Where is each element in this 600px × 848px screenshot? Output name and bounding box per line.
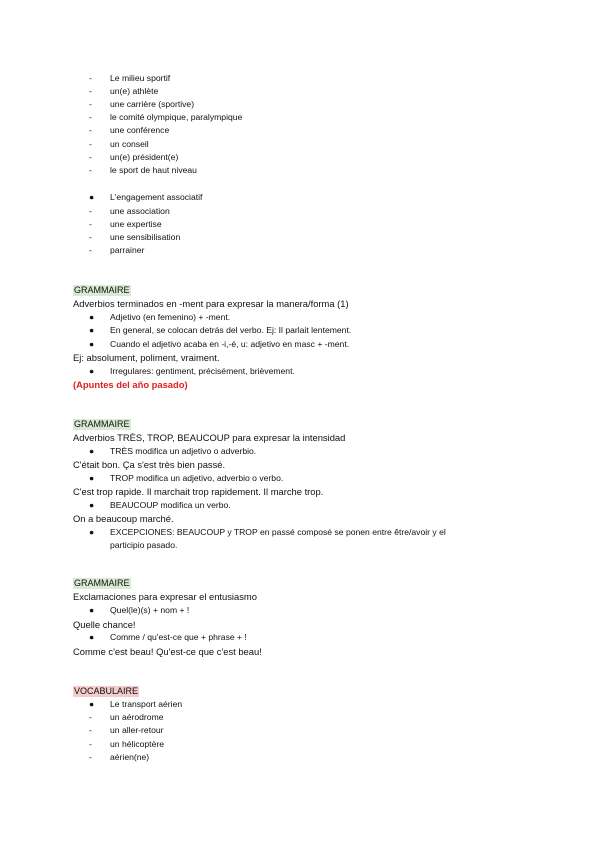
bullet-marker: ● bbox=[89, 325, 95, 335]
list-item-continuation: participio pasado. bbox=[110, 540, 178, 550]
list-item: En general, se colocan detrás del verbo. Ej: Il parlait lentement. bbox=[110, 325, 352, 335]
dash-marker: - bbox=[89, 99, 92, 109]
list-item: Le transport aérien bbox=[110, 699, 183, 709]
example-line: Ej: absolument, poliment, vraiment. bbox=[73, 352, 220, 363]
list-item: Irregulares: gentiment, précisément, brièvement. bbox=[110, 366, 295, 376]
list-item: un aérodrome bbox=[110, 712, 164, 722]
dash-marker: - bbox=[89, 232, 92, 242]
example-line: Quelle chance! bbox=[73, 619, 136, 630]
bullet-marker: ● bbox=[89, 500, 95, 510]
list-item: TROP modifica un adjetivo, adverbio o verbo. bbox=[110, 473, 284, 483]
list-item: un(e) président(e) bbox=[110, 152, 179, 162]
list-item: aérien(ne) bbox=[110, 752, 150, 762]
list-item: Adjetivo (en femenino) + -ment. bbox=[110, 312, 231, 322]
list-item: Le milieu sportif bbox=[110, 73, 171, 83]
section-heading-vocabulaire: VOCABULAIRE bbox=[74, 686, 139, 696]
list-item: le comité olympique, paralympique bbox=[110, 112, 243, 122]
bullet-marker: ● bbox=[89, 527, 95, 537]
dash-marker: - bbox=[89, 165, 92, 175]
list-item: Cuando el adjetivo acaba en -i,-é, u: adjetivo en masc + -ment. bbox=[110, 339, 350, 349]
bullet-marker: ● bbox=[89, 366, 95, 376]
dash-marker: - bbox=[89, 712, 92, 722]
list-item: BEAUCOUP modifica un verbo. bbox=[110, 500, 231, 510]
bullet-marker: ● bbox=[89, 605, 95, 615]
example-line: On a beaucoup marché. bbox=[73, 513, 174, 524]
note-line: (Apuntes del año pasado) bbox=[73, 379, 188, 390]
dash-marker: - bbox=[89, 739, 92, 749]
list-item: Quel(le)(s) + nom + ! bbox=[110, 605, 190, 615]
dash-marker: - bbox=[89, 73, 92, 83]
example-line: Comme c'est beau! Qu'est-ce que c'est beau! bbox=[73, 646, 262, 657]
section-title: Adverbios TRÈS, TROP, BEAUCOUP para expresar la intensidad bbox=[73, 432, 346, 443]
bullet-marker: ● bbox=[89, 192, 95, 202]
list-item: une conférence bbox=[110, 125, 170, 135]
dash-marker: - bbox=[89, 752, 92, 762]
section-heading-grammaire: GRAMMAIRE bbox=[74, 285, 130, 295]
bullet-marker: ● bbox=[89, 446, 95, 456]
list-item: une expertise bbox=[110, 219, 162, 229]
example-line: C'est trop rapide. Il marchait trop rapidement. Il marche trop. bbox=[73, 486, 324, 497]
dash-marker: - bbox=[89, 245, 92, 255]
list-item: un aller-retour bbox=[110, 725, 164, 735]
list-item: L'engagement associatif bbox=[110, 192, 203, 202]
bullet-marker: ● bbox=[89, 339, 95, 349]
list-item: un hélicoptère bbox=[110, 739, 164, 749]
section-title: Adverbios terminados en -ment para expresar la manera/forma (1) bbox=[73, 298, 349, 309]
list-item: une sensibilisation bbox=[110, 232, 181, 242]
dash-marker: - bbox=[89, 152, 92, 162]
dash-marker: - bbox=[89, 219, 92, 229]
list-item: un(e) athlète bbox=[110, 86, 159, 96]
section-title: Exclamaciones para expresar el entusiasmo bbox=[73, 591, 257, 602]
list-item: TRÈS modifica un adjetivo o adverbio. bbox=[110, 446, 257, 456]
dash-marker: - bbox=[89, 86, 92, 96]
list-item: une association bbox=[110, 206, 170, 216]
bullet-marker: ● bbox=[89, 699, 95, 709]
section-heading-grammaire: GRAMMAIRE bbox=[74, 419, 130, 429]
list-item: le sport de haut niveau bbox=[110, 165, 197, 175]
example-line: C'était bon. Ça s'est très bien passé. bbox=[73, 459, 226, 470]
list-item: Comme / qu'est-ce que + phrase + ! bbox=[110, 632, 247, 642]
dash-marker: - bbox=[89, 125, 92, 135]
list-item: un conseil bbox=[110, 139, 149, 149]
list-item: EXCEPCIONES: BEAUCOUP y TROP en passé composé se ponen entre être/avoir y el bbox=[110, 527, 446, 537]
list-item: une carrière (sportive) bbox=[110, 99, 195, 109]
list-item: parrainer bbox=[110, 245, 145, 255]
bullet-marker: ● bbox=[89, 312, 95, 322]
dash-marker: - bbox=[89, 206, 92, 216]
dash-marker: - bbox=[89, 139, 92, 149]
dash-marker: - bbox=[89, 725, 92, 735]
dash-marker: - bbox=[89, 112, 92, 122]
section-heading-grammaire: GRAMMAIRE bbox=[74, 578, 130, 588]
bullet-marker: ● bbox=[89, 473, 95, 483]
bullet-marker: ● bbox=[89, 632, 95, 642]
